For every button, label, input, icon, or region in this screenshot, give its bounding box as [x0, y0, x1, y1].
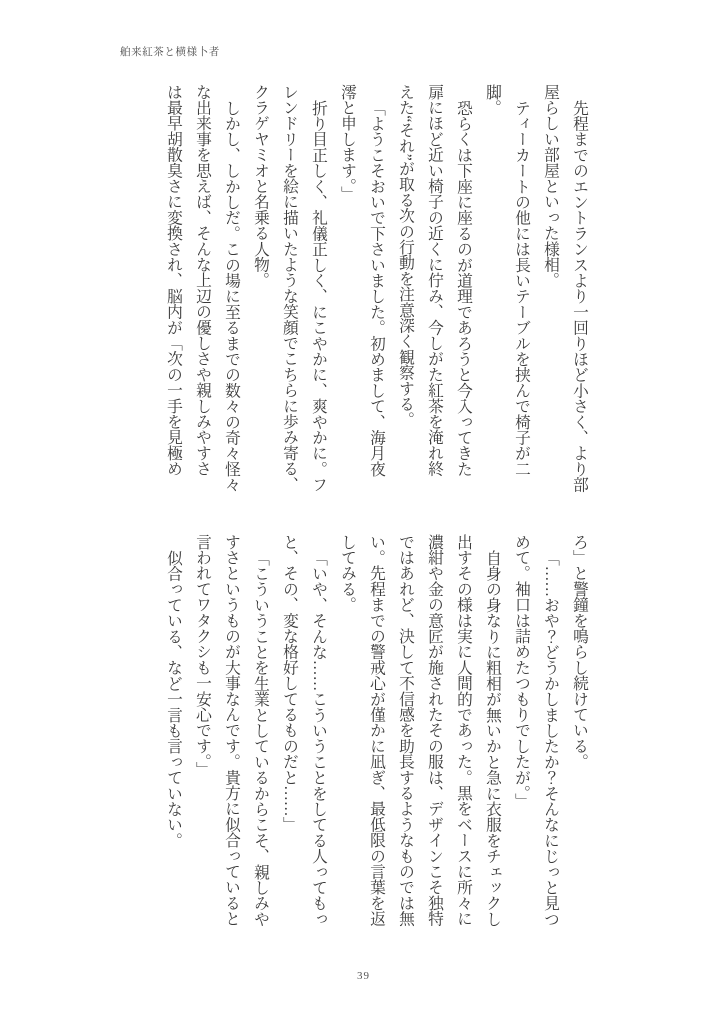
text-line: 脚。 [484, 84, 501, 116]
page-number: 39 [357, 970, 370, 982]
upper-text-block [157, 84, 594, 498]
text-line: 先程までのエントランスより一回りほど小さく、より部 [571, 99, 588, 493]
text-line: 自身の身なりに粗相が無いかと急に衣服をチェックし [484, 549, 501, 927]
text-line: 似合っている、など一言も言っていない。 [165, 549, 182, 848]
text-line: クラゲヤミオと名乗る人物。 [252, 84, 269, 289]
text-line: 出すその様は実に人間的であった。黒をベースに所々に [455, 534, 472, 927]
text-line: 澪と申します。」 [339, 84, 356, 202]
text-line: い。先程までの警戒心が僅かに凪ぎ、最低限の言葉を返 [368, 534, 385, 927]
running-header-title: 舶来紅茶と横様卜者 [120, 47, 220, 58]
text-line: してみる。 [339, 534, 356, 613]
text-line: 言われてワタクシも一安心です。」 [194, 534, 211, 778]
text-line: ろ」と警鐘を鳴らし続けている。 [571, 534, 588, 770]
text-line: 「いや、そんな……こういうことをしてる人ってもっ [310, 549, 327, 927]
text-line: は最早胡散臭さに変換され、脳内が「次の一手を見極め [165, 84, 182, 477]
text-line: 折り目正しく、礼儀正しく、にこやかに、爽やかに。フ [310, 99, 327, 493]
text-line: すさというものが大事なんです。貴方に似合っていると [223, 534, 240, 927]
text-line: 濃紺や金の意匠が施されたその服は、デザインこそ独特 [426, 534, 443, 927]
text-line: 「こういうことを生業としているからこそ、親しみや [252, 549, 269, 927]
text-line: しかし、しかしだ。この場に至るまでの数々の奇々怪々 [223, 99, 240, 493]
text-line: 「……おや？どうかしましたか？そんなにじっと見つ [542, 549, 559, 927]
text-line: えた“それ”が取る次の行動を注意深く観察する。 [397, 84, 414, 428]
text-line: 扉にほど近い椅子の近くに佇み、今しがた紅茶を淹れ終 [426, 84, 443, 477]
text-line: ティーカートの他には長いテーブルを挟んで椅子が二 [513, 99, 530, 477]
text-line: 「ようこそおいで下さいました。初めまして、海月夜 [368, 99, 385, 477]
text-line: レンドリーを絵に描いたような笑顔でこちらに歩み寄る、 [281, 84, 298, 493]
lower-text-block [157, 534, 594, 948]
text-line: 屋らしい部屋といった様相。 [542, 84, 559, 289]
text-line: な出来事を思えば、そんな上辺の優しさや親しみやすさ [194, 84, 211, 477]
text-line: ではあれど、決して不信感を助長するようなものでは無 [397, 534, 414, 927]
text-line: 恐らくは下座に座るのが道理であろうと今入ってきた [455, 99, 472, 477]
text-line: めて。袖口は詰めたつもりでしたが。」 [513, 534, 530, 809]
text-line: と、その、変な格好してるものだと……」 [281, 534, 298, 833]
